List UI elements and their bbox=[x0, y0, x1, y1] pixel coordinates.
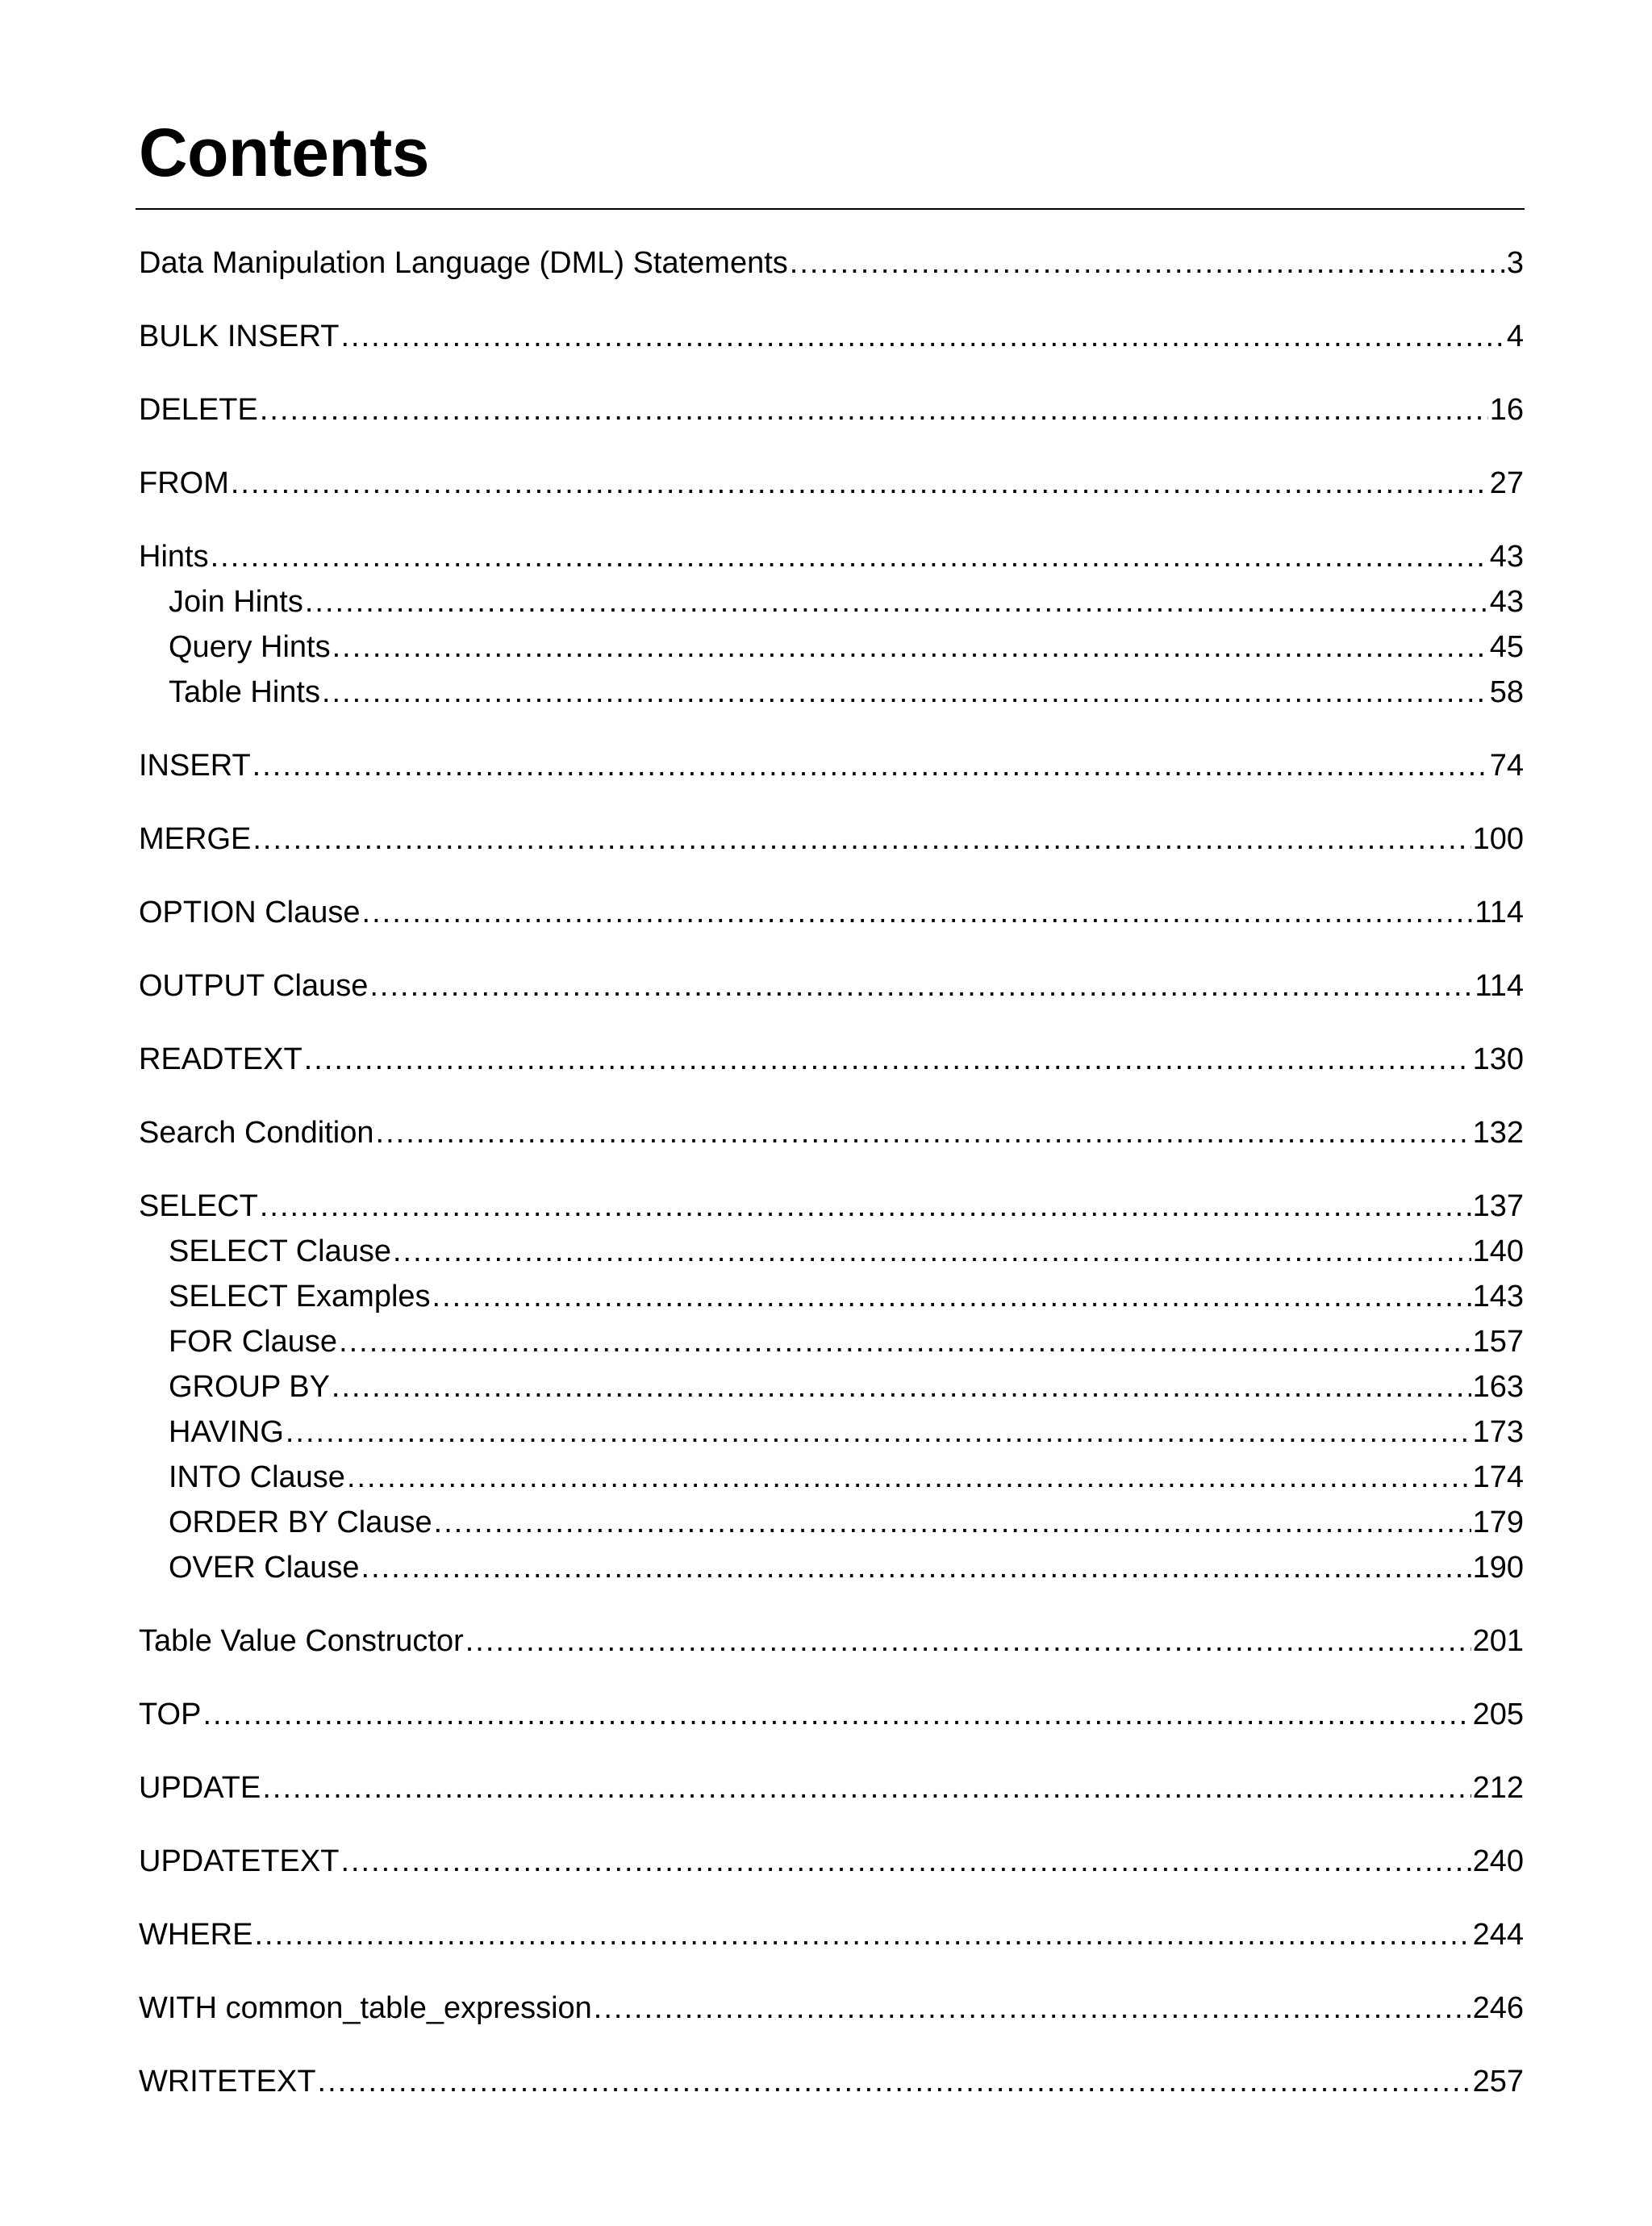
dot-leader bbox=[434, 1500, 1471, 1545]
dot-leader bbox=[432, 1274, 1471, 1319]
toc-subentry[interactable] bbox=[139, 1500, 1524, 1545]
toc-page-number[interactable]: 246 bbox=[1471, 1986, 1524, 2031]
dot-leader bbox=[211, 534, 1488, 579]
dot-leader bbox=[790, 240, 1505, 286]
dot-leader bbox=[260, 1184, 1471, 1229]
toc-entry[interactable] bbox=[139, 387, 1524, 432]
dot-leader bbox=[260, 387, 1488, 432]
toc-page-number[interactable]: 240 bbox=[1471, 1839, 1524, 1884]
dot-leader bbox=[262, 1765, 1471, 1810]
dot-leader bbox=[322, 670, 1488, 715]
toc-entry[interactable] bbox=[139, 314, 1524, 359]
toc-entry-label[interactable]: BULK INSERT bbox=[139, 314, 340, 359]
dot-leader bbox=[376, 1110, 1471, 1155]
toc-entry[interactable] bbox=[139, 963, 1524, 1009]
dot-leader bbox=[393, 1229, 1471, 1274]
toc-subentry[interactable] bbox=[139, 670, 1524, 715]
toc-page-number[interactable]: 201 bbox=[1471, 1618, 1524, 1664]
toc-entry-label[interactable]: WRITETEXT bbox=[139, 2059, 318, 2104]
toc-page-number[interactable]: 163 bbox=[1471, 1364, 1524, 1410]
toc-page-number[interactable]: 132 bbox=[1471, 1110, 1524, 1155]
toc-entry-label[interactable]: READTEXT bbox=[139, 1037, 304, 1082]
dot-leader bbox=[231, 461, 1488, 506]
toc-page-number[interactable]: 257 bbox=[1471, 2059, 1524, 2104]
dot-leader bbox=[361, 1545, 1471, 1590]
toc-page-number[interactable]: 16 bbox=[1488, 387, 1524, 432]
toc-page-number[interactable]: 173 bbox=[1471, 1410, 1524, 1455]
toc-page-number[interactable]: 3 bbox=[1505, 240, 1524, 286]
toc-subentry[interactable] bbox=[139, 1455, 1524, 1500]
toc-page-number[interactable]: 137 bbox=[1471, 1184, 1524, 1229]
toc-page-number[interactable]: 114 bbox=[1473, 963, 1524, 1009]
dot-leader bbox=[339, 1319, 1471, 1364]
dot-leader bbox=[332, 624, 1488, 670]
toc-entry-label[interactable]: Table Value Constructor bbox=[139, 1618, 465, 1664]
toc-entry[interactable] bbox=[139, 1184, 1524, 1229]
toc-entry-label[interactable]: WITH common_table_expression bbox=[139, 1986, 594, 2031]
toc-page-number[interactable]: 58 bbox=[1488, 670, 1524, 715]
toc-list bbox=[139, 240, 1524, 2104]
toc-subentry[interactable] bbox=[139, 1274, 1524, 1319]
toc-page-number[interactable]: 244 bbox=[1471, 1912, 1524, 1957]
toc-page-number[interactable]: 143 bbox=[1471, 1274, 1524, 1319]
toc-page-number[interactable]: 157 bbox=[1471, 1319, 1524, 1364]
dot-leader bbox=[347, 1455, 1471, 1500]
toc-entry-label[interactable]: WHERE bbox=[139, 1912, 254, 1957]
toc-subentry[interactable] bbox=[139, 579, 1524, 624]
toc-entry[interactable] bbox=[139, 2059, 1524, 2104]
toc-subentry[interactable] bbox=[139, 624, 1524, 670]
dot-leader bbox=[252, 743, 1488, 788]
dot-leader bbox=[465, 1618, 1471, 1664]
toc-entry-label[interactable]: INTO Clause bbox=[169, 1455, 347, 1500]
toc-page-number[interactable]: 212 bbox=[1471, 1765, 1524, 1810]
toc-page-number[interactable]: 130 bbox=[1471, 1037, 1524, 1082]
toc-subentry[interactable] bbox=[139, 1410, 1524, 1455]
toc-entry[interactable] bbox=[139, 1110, 1524, 1155]
dot-leader bbox=[594, 1986, 1471, 2031]
toc-entry-label[interactable]: GROUP BY bbox=[169, 1364, 332, 1410]
title-divider bbox=[136, 208, 1525, 210]
toc-entry-label[interactable]: UPDATE bbox=[139, 1765, 262, 1810]
toc-entry[interactable] bbox=[139, 1618, 1524, 1664]
toc-page-number[interactable]: 140 bbox=[1471, 1229, 1524, 1274]
toc-entry[interactable] bbox=[139, 1692, 1524, 1737]
dot-leader bbox=[252, 816, 1471, 862]
toc-entry[interactable] bbox=[139, 1986, 1524, 2031]
dot-leader bbox=[318, 2059, 1471, 2104]
toc-page-number[interactable]: 205 bbox=[1471, 1692, 1524, 1737]
toc-entry[interactable] bbox=[139, 890, 1524, 935]
toc-entry-label[interactable]: ORDER BY Clause bbox=[169, 1500, 434, 1545]
toc-entry-label[interactable]: SELECT bbox=[139, 1184, 260, 1229]
toc-entry-label[interactable]: INSERT bbox=[139, 743, 252, 788]
toc-subentry[interactable] bbox=[139, 1545, 1524, 1590]
dot-leader bbox=[305, 579, 1488, 624]
toc-entry-label[interactable]: HAVING bbox=[169, 1410, 286, 1455]
toc-entry[interactable] bbox=[139, 1037, 1524, 1082]
toc-entry-label[interactable]: OVER Clause bbox=[169, 1545, 361, 1590]
toc-entry-label[interactable]: Hints bbox=[139, 534, 211, 579]
toc-entry[interactable] bbox=[139, 1765, 1524, 1810]
toc-entry-label[interactable]: DELETE bbox=[139, 387, 260, 432]
toc-entry-label[interactable]: SELECT Examples bbox=[169, 1274, 432, 1319]
dot-leader bbox=[362, 890, 1474, 935]
toc-page-number[interactable]: 74 bbox=[1488, 743, 1524, 788]
toc-page-number[interactable]: 179 bbox=[1471, 1500, 1524, 1545]
toc-entry-label[interactable]: Query Hints bbox=[169, 624, 332, 670]
toc-entry-label[interactable]: MERGE bbox=[139, 816, 252, 862]
toc-subentry[interactable] bbox=[139, 1319, 1524, 1364]
toc-page-number[interactable]: 114 bbox=[1473, 890, 1524, 935]
dot-leader bbox=[304, 1037, 1471, 1082]
toc-entry-label[interactable]: Search Condition bbox=[139, 1110, 376, 1155]
dot-leader bbox=[254, 1912, 1471, 1957]
dot-leader bbox=[286, 1410, 1471, 1455]
dot-leader bbox=[369, 963, 1473, 1009]
toc-page-number[interactable]: 4 bbox=[1505, 314, 1524, 359]
toc-entry[interactable] bbox=[139, 1912, 1524, 1957]
toc-page-number[interactable]: 43 bbox=[1488, 579, 1524, 624]
dot-leader bbox=[202, 1692, 1471, 1737]
toc-page-number[interactable]: 27 bbox=[1488, 461, 1524, 506]
toc-subentry[interactable] bbox=[139, 1364, 1524, 1410]
toc-page-number[interactable]: 190 bbox=[1471, 1545, 1524, 1590]
toc-entry-label[interactable]: UPDATETEXT bbox=[139, 1839, 340, 1884]
toc-entry-label[interactable]: Data Manipulation Language (DML) Statements bbox=[139, 240, 790, 286]
toc-page-number[interactable]: 45 bbox=[1488, 624, 1524, 670]
toc-entry-label[interactable]: Join Hints bbox=[169, 579, 305, 624]
toc-page-number[interactable]: 43 bbox=[1488, 534, 1524, 579]
toc-entry-label[interactable]: FROM bbox=[139, 461, 231, 506]
dot-leader bbox=[332, 1364, 1471, 1410]
toc-subentry[interactable] bbox=[139, 1229, 1524, 1274]
toc-page-number[interactable]: 100 bbox=[1471, 816, 1524, 862]
toc-entry[interactable] bbox=[139, 534, 1524, 579]
toc-entry-label[interactable]: FOR Clause bbox=[169, 1319, 339, 1364]
toc-entry-label[interactable]: SELECT Clause bbox=[169, 1229, 393, 1274]
toc-entry[interactable] bbox=[139, 816, 1524, 862]
toc-entry[interactable] bbox=[139, 743, 1524, 788]
toc-page-number[interactable]: 174 bbox=[1471, 1455, 1524, 1500]
toc-entry-label[interactable]: OPTION Clause bbox=[139, 890, 362, 935]
toc-entry-label[interactable]: TOP bbox=[139, 1692, 202, 1737]
page-title: Contents bbox=[139, 115, 429, 190]
toc-entry-label[interactable]: Table Hints bbox=[169, 670, 322, 715]
toc-entry[interactable] bbox=[139, 1839, 1524, 1884]
toc-entry-label[interactable]: OUTPUT Clause bbox=[139, 963, 369, 1009]
dot-leader bbox=[340, 1839, 1471, 1884]
dot-leader bbox=[340, 314, 1504, 359]
toc-entry[interactable] bbox=[139, 461, 1524, 506]
toc-entry[interactable] bbox=[139, 240, 1524, 286]
